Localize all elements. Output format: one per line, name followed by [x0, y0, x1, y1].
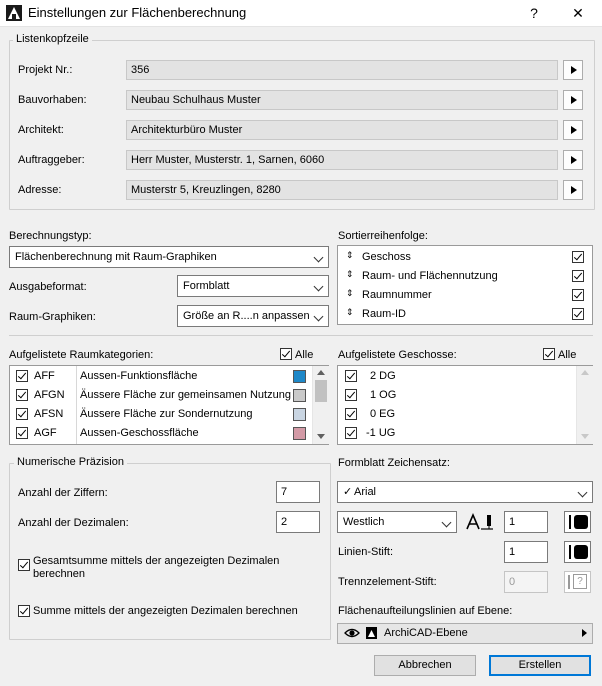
client-field[interactable]: Herr Muster, Musterstr. 1, Sarnen, 6060	[126, 150, 558, 170]
header-group-label: Listenkopfzeile	[13, 33, 92, 45]
story-name: 0 EG	[370, 408, 396, 420]
sort-item-room-number[interactable]	[338, 286, 592, 305]
category-row-agf[interactable]	[10, 424, 312, 443]
category-checkbox[interactable]	[16, 389, 28, 401]
category-code: AFF	[34, 370, 55, 382]
line-pen-button[interactable]	[564, 541, 591, 563]
sort-order-list	[337, 245, 593, 325]
separator	[9, 335, 593, 336]
stories-all-checkbox[interactable]	[543, 348, 555, 360]
sort-item-checkbox[interactable]	[572, 270, 584, 282]
story-row-1og[interactable]	[338, 386, 576, 405]
app-icon	[6, 5, 22, 21]
room-graphics-label: Raum-Graphiken:	[9, 311, 96, 323]
separator-pen-input: 0	[504, 571, 548, 593]
sum-decimals-checkbox[interactable]	[18, 605, 30, 617]
category-color-swatch	[293, 370, 306, 383]
sort-handle-icon: ⇕	[346, 288, 354, 298]
help-button[interactable]: ?	[530, 5, 538, 21]
text-size-input[interactable]: 1	[504, 511, 548, 533]
category-code: AFSN	[34, 408, 64, 420]
scroll-down-icon[interactable]	[581, 434, 589, 439]
sort-item-usage[interactable]	[338, 267, 592, 286]
font-value: Arial	[354, 486, 377, 498]
categories-label: Aufgelistete Raumkategorien:	[9, 349, 154, 361]
sort-item-label: Geschoss	[362, 251, 411, 263]
project-name-arrow-button[interactable]	[563, 90, 583, 110]
category-name: Aussen-Funktionsfläche	[80, 370, 198, 382]
line-pen-input[interactable]: 1	[504, 541, 548, 563]
sort-handle-icon: ⇕	[346, 250, 354, 260]
decimals-input[interactable]: 2	[276, 511, 320, 533]
story-checkbox[interactable]	[345, 389, 357, 401]
total-decimals-checkbox[interactable]	[18, 559, 30, 571]
category-color-swatch	[293, 389, 306, 402]
calc-type-dropdown[interactable]	[9, 246, 329, 268]
project-number-field[interactable]: 356	[126, 60, 558, 80]
lock-icon	[366, 627, 377, 639]
sort-item-checkbox[interactable]	[572, 251, 584, 263]
cancel-button[interactable]: Abbrechen	[374, 655, 476, 676]
architect-label: Architekt:	[18, 124, 64, 136]
scroll-down-icon[interactable]	[317, 434, 325, 439]
story-checkbox[interactable]	[345, 370, 357, 382]
story-checkbox[interactable]	[345, 408, 357, 420]
project-name-label: Bauvorhaben:	[18, 94, 87, 106]
text-pen-button[interactable]	[564, 511, 591, 533]
script-dropdown[interactable]	[337, 511, 457, 533]
sort-item-geschoss[interactable]	[338, 248, 592, 267]
sort-item-checkbox[interactable]	[572, 308, 584, 320]
room-graphics-dropdown[interactable]	[177, 305, 329, 327]
category-name: Aussen-Geschossfläche	[80, 427, 199, 439]
client-arrow-button[interactable]	[563, 150, 583, 170]
category-code: AFGN	[34, 389, 65, 401]
sort-handle-icon: ⇕	[346, 307, 354, 317]
chevron-down-icon	[442, 518, 452, 528]
chevron-down-icon	[314, 253, 324, 263]
room-graphics-value: Größe an R....n anpassen	[183, 310, 310, 322]
story-name: 2 DG	[370, 370, 396, 382]
checkmark-icon: ✓	[343, 486, 353, 498]
scroll-thumb[interactable]	[315, 380, 327, 402]
client-label: Auftraggeber:	[18, 154, 85, 166]
digits-label: Anzahl der Ziffern:	[18, 487, 108, 499]
category-row-afgn[interactable]	[10, 386, 312, 405]
categories-all-checkbox[interactable]	[280, 348, 292, 360]
stories-list	[337, 365, 593, 445]
font-dropdown[interactable]	[337, 481, 593, 503]
text-size-icon	[465, 511, 497, 533]
address-label: Adresse:	[18, 184, 62, 196]
stories-label: Aufgelistete Geschosse:	[338, 349, 457, 361]
story-row-2dg[interactable]	[338, 367, 576, 386]
story-checkbox[interactable]	[345, 427, 357, 439]
sort-item-label: Raum- und Flächennutzung	[362, 270, 498, 282]
pen-bar-icon	[568, 575, 570, 589]
close-button[interactable]: ✕	[572, 5, 584, 21]
story-name: 1 OG	[370, 389, 397, 401]
calc-type-value: Flächenberechnung mit Raum-Graphiken	[15, 251, 217, 263]
sort-item-label: Raum-ID	[362, 308, 407, 320]
project-number-label: Projekt Nr.:	[18, 64, 73, 76]
stories-all-label: Alle	[558, 349, 577, 361]
chevron-down-icon	[314, 282, 324, 292]
address-arrow-button[interactable]	[563, 180, 583, 200]
line-pen-label: Linien-Stift:	[338, 546, 394, 558]
unknown-pen-icon: ?	[573, 574, 587, 589]
scroll-up-icon[interactable]	[317, 370, 325, 375]
story-name: -1 UG	[366, 427, 396, 439]
category-checkbox[interactable]	[16, 408, 28, 420]
architect-arrow-button[interactable]	[563, 120, 583, 140]
category-row-aff[interactable]	[10, 367, 312, 386]
project-number-arrow-button[interactable]	[563, 60, 583, 80]
total-decimals-label: Gesamtsumme mittels der angezeigten Dezimalen berechnen	[33, 555, 280, 580]
separator-pen-button	[564, 571, 591, 593]
story-row-1ug[interactable]	[338, 424, 576, 443]
categories-scrollbar[interactable]	[312, 366, 329, 444]
output-format-dropdown[interactable]	[177, 275, 329, 297]
output-format-value: Formblatt	[183, 280, 230, 292]
category-color-swatch	[293, 408, 306, 421]
window-title: Einstellungen zur Flächenberechnung	[28, 5, 247, 20]
scroll-up-icon[interactable]	[581, 370, 589, 375]
categories-all-label: Alle	[295, 349, 314, 361]
project-name-field[interactable]: Neubau Schulhaus Muster	[126, 90, 558, 110]
sort-order-label: Sortierreihenfolge:	[338, 230, 428, 242]
layer-value: ArchiCAD-Ebene	[384, 627, 468, 639]
architect-field[interactable]: Architekturbüro Muster	[126, 120, 558, 140]
category-checkbox[interactable]	[16, 370, 28, 382]
chevron-down-icon	[578, 488, 588, 498]
sort-item-room-id[interactable]	[338, 305, 592, 324]
create-button[interactable]: Erstellen	[489, 655, 591, 676]
sum-decimals-label: Summe mittels der angezeigten Dezimalen berechnen	[33, 605, 298, 617]
font-label: Formblatt Zeichensatz:	[338, 457, 450, 469]
category-code: AGF	[34, 427, 57, 439]
calc-type-label: Berechnungstyp:	[9, 230, 92, 242]
layer-label: Flächenaufteilungslinien auf Ebene:	[338, 605, 513, 617]
sort-item-label: Raumnummer	[362, 289, 432, 301]
layer-selector[interactable]	[337, 623, 593, 644]
categories-list	[9, 365, 329, 445]
script-value: Westlich	[343, 516, 385, 528]
sort-item-checkbox[interactable]	[572, 289, 584, 301]
output-format-label: Ausgabeformat:	[9, 281, 87, 293]
category-checkbox[interactable]	[16, 427, 28, 439]
decimals-label: Anzahl der Dezimalen:	[18, 517, 129, 529]
category-name: Äussere Fläche zur gemeinsamen Nutzung	[80, 389, 291, 401]
category-color-swatch	[293, 427, 306, 440]
category-row-afsn[interactable]	[10, 405, 312, 424]
precision-group-label: Numerische Präzision	[14, 456, 127, 468]
address-field[interactable]: Musterstr 5, Kreuzlingen, 8280	[126, 180, 558, 200]
separator-pen-label: Trennzelement-Stift:	[338, 576, 437, 588]
chevron-right-icon	[582, 629, 587, 637]
sort-handle-icon: ⇕	[346, 269, 354, 279]
eye-icon	[344, 625, 360, 644]
story-row-0eg[interactable]	[338, 405, 576, 424]
category-name: Äussere Fläche zur Sondernutzung	[80, 408, 253, 420]
stories-scrollbar[interactable]	[576, 366, 593, 444]
digits-input[interactable]: 7	[276, 481, 320, 503]
chevron-down-icon	[314, 312, 324, 322]
